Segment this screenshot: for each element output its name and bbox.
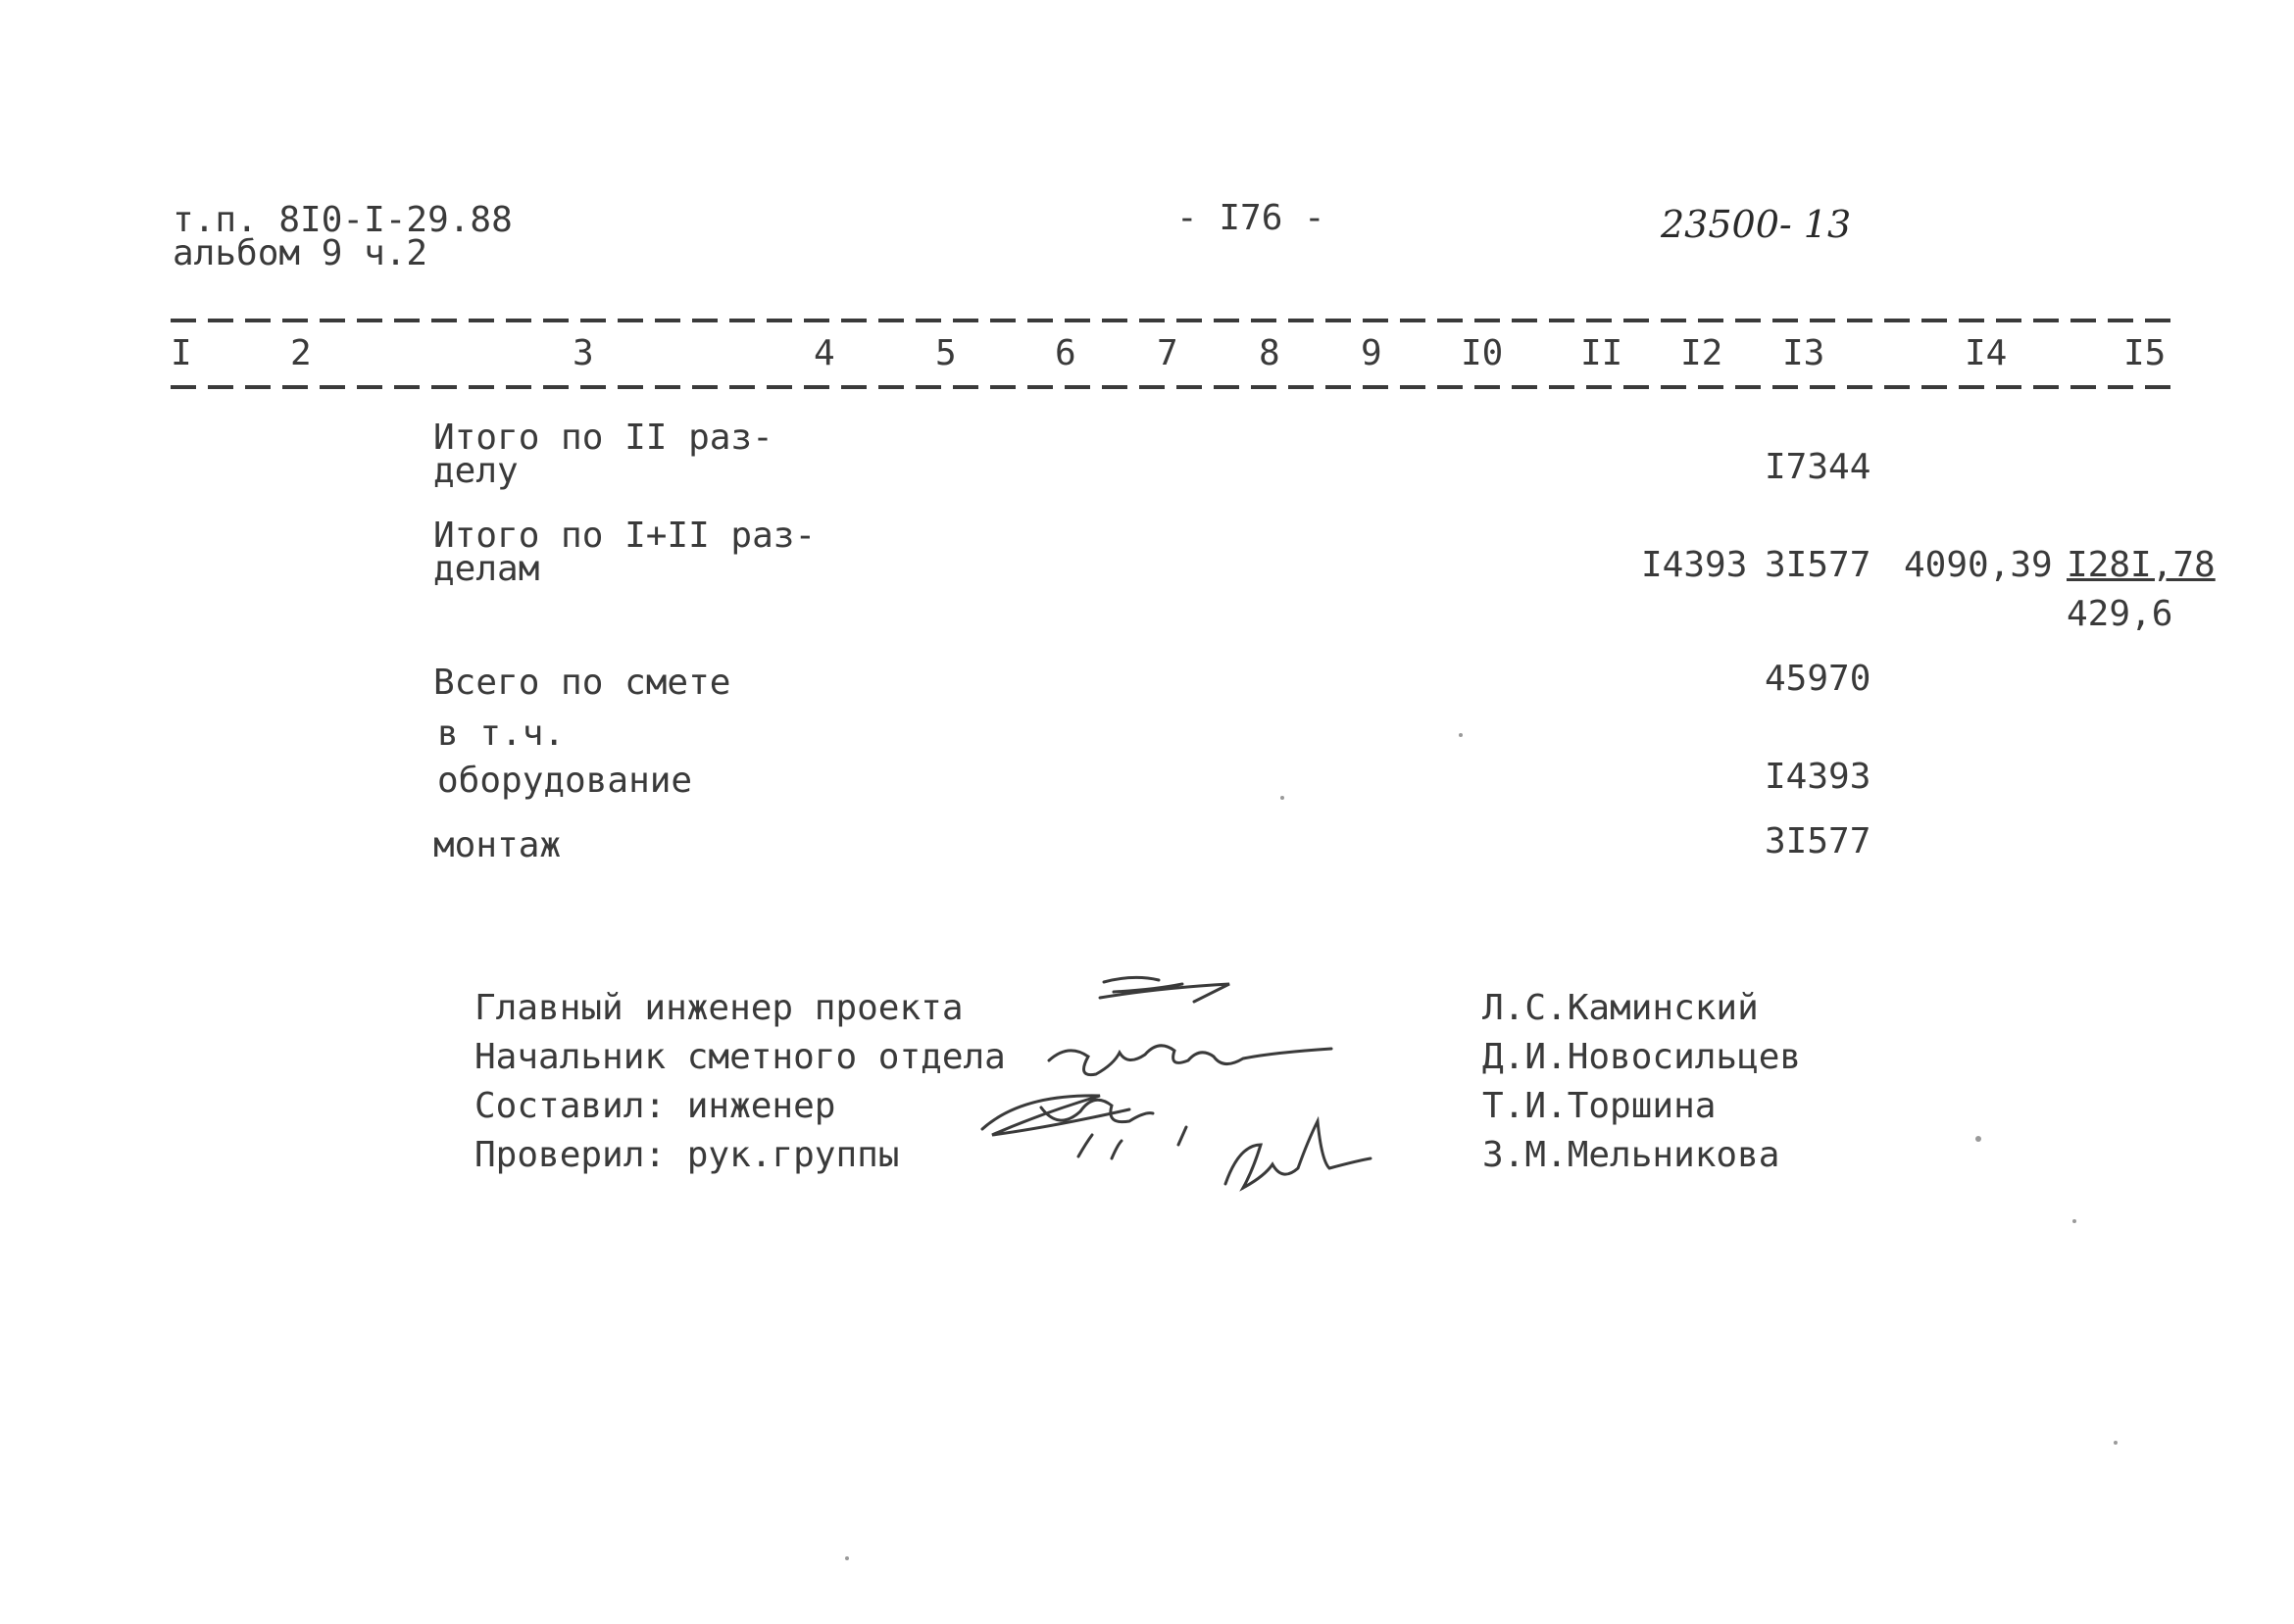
- cell-col15-extra: 429,6: [2067, 594, 2173, 634]
- row-label: Всего по смете: [433, 663, 731, 703]
- row-label: Итого по I+II раз-: [433, 516, 817, 556]
- cell-col13: 3I577: [1765, 545, 1871, 585]
- signature-name: Д.И.Новосильцев: [1482, 1037, 1802, 1077]
- cell-col12: I4393: [1641, 545, 1748, 585]
- row-label: в т.ч.: [437, 714, 566, 754]
- column-number: I0: [1461, 333, 1504, 373]
- column-number: 6: [1055, 333, 1076, 373]
- row-label: Итого по II раз-: [433, 418, 773, 458]
- row-label: делу: [433, 451, 519, 491]
- row-label: делам: [433, 549, 540, 589]
- document-code: 23500- 13: [1661, 203, 1852, 246]
- column-number: 9: [1361, 333, 1382, 373]
- column-number: I4: [1965, 333, 2008, 373]
- cell-col13: I4393: [1765, 757, 1871, 797]
- album-info: альбом 9 ч.2: [173, 233, 428, 273]
- column-number: 5: [935, 333, 957, 373]
- column-number: I5: [2123, 333, 2167, 373]
- cell-col15: I28I,78: [2067, 545, 2216, 585]
- column-number: 3: [573, 333, 594, 373]
- column-number: 7: [1157, 333, 1178, 373]
- row-label: оборудование: [437, 761, 693, 801]
- signature-name: Т.И.Торшина: [1482, 1086, 1717, 1126]
- row-label: монтаж: [433, 825, 562, 865]
- project-number: т.п. 8I0-I-29.88: [173, 200, 513, 240]
- column-number: II: [1580, 333, 1623, 373]
- page-number: - I76 -: [1176, 198, 1325, 238]
- signature-role: Проверил: рук.группы: [474, 1135, 900, 1175]
- cell-col13: 45970: [1765, 659, 1871, 699]
- column-number: 4: [814, 333, 835, 373]
- cell-col14: 4090,39: [1904, 545, 2053, 585]
- column-number: I2: [1680, 333, 1723, 373]
- signature-name: Л.С.Каминский: [1482, 988, 1759, 1028]
- cell-col13: 3I577: [1765, 821, 1871, 861]
- cell-col13: I7344: [1765, 447, 1871, 487]
- signature-role: Составил: инженер: [474, 1086, 836, 1126]
- column-number: I: [171, 333, 192, 373]
- signature-role: Начальник сметного отдела: [474, 1037, 1006, 1077]
- column-number: 2: [290, 333, 312, 373]
- signature-role: Главный инженер проекта: [474, 988, 964, 1028]
- signature-name: З.М.Мельникова: [1482, 1135, 1780, 1175]
- column-number: I3: [1782, 333, 1825, 373]
- column-number: 8: [1259, 333, 1280, 373]
